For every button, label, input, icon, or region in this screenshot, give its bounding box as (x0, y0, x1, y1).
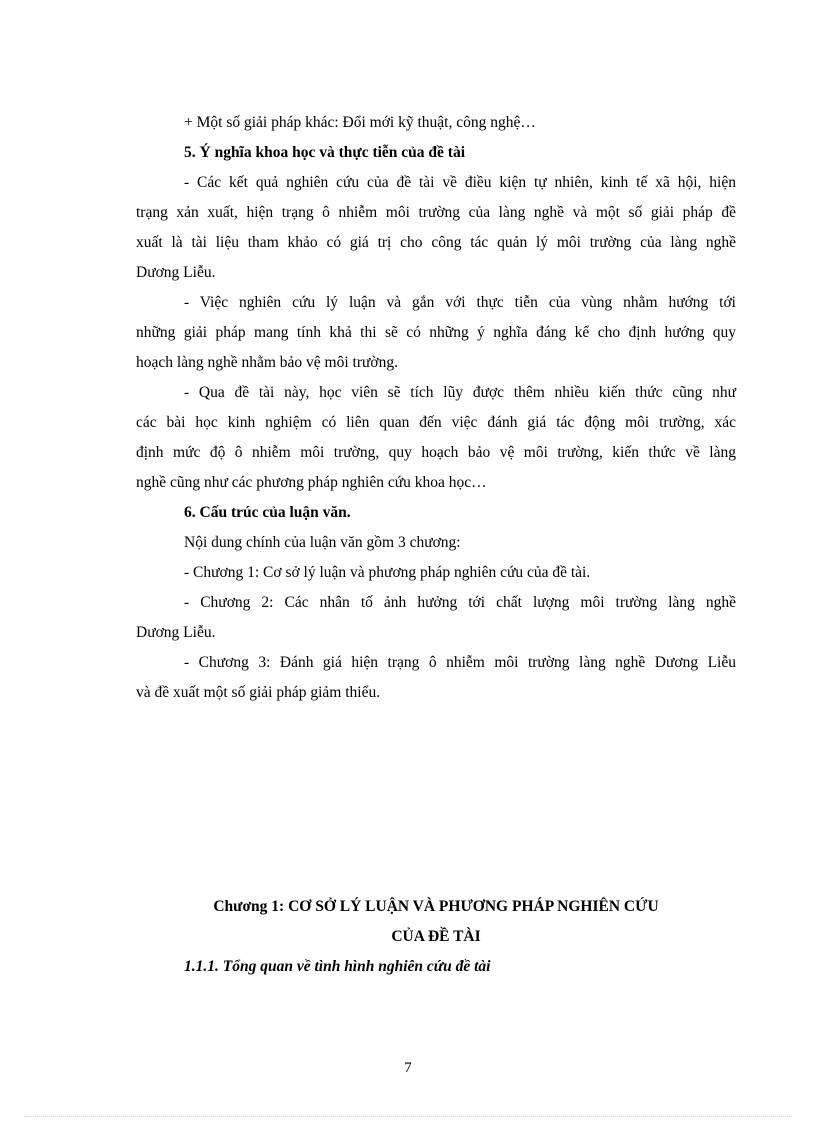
page-number: 7 (404, 1060, 412, 1076)
text-line: - Chương 1: Cơ sở lý luận và phương pháp nghiên cứu của đề tài. (184, 564, 591, 581)
text-line: - Chương 2: Các nhân tố ảnh hưởng tới chất lượng môi trường làng nghề (184, 594, 736, 611)
text-line: trạng xản xuất, hiện trạng ô nhiễm môi trường của làng nghề và một số giải pháp đề (136, 204, 736, 221)
section-heading-5: 5. Ý nghĩa khoa học và thực tiễn của đề tài (184, 144, 466, 161)
text-line: Nội dung chính của luận văn gồm 3 chương: (184, 534, 461, 551)
text-line: xuất là tài liệu tham khảo có giá trị cho công tác quản lý môi trường của làng nghề (136, 234, 736, 251)
text-line: các bài học kinh nghiệm có liên quan đến việc đánh giá tác động môi trường, xác (136, 414, 736, 431)
text-line: - Qua đề tài này, học viên sẽ tích lũy được thêm nhiều kiến thức cũng như (184, 384, 736, 401)
section-heading-6: 6. Cấu trúc của luận văn. (184, 504, 351, 521)
text-line: - Việc nghiên cứu lý luận và gắn với thực tiễn của vùng nhằm hướng tới (184, 294, 736, 311)
text-line: Dương Liễu. (136, 624, 216, 641)
text-line: nghề cũng như các phương pháp nghiên cứu khoa học… (136, 474, 487, 491)
text-line: hoạch làng nghề nhằm bảo vệ môi trường. (136, 354, 398, 371)
text-line: định mức độ ô nhiễm môi trường, quy hoạch bảo vệ môi trường, kiến thức về làng (136, 444, 736, 461)
text-line: những giải pháp mang tính khả thi sẽ có những ý nghĩa đáng kể cho định hướng quy (136, 324, 736, 341)
text-line: + Một số giải pháp khác: Đổi mới kỹ thuật, công nghệ… (184, 114, 536, 131)
text-line: và đề xuất một số giải pháp giảm thiểu. (136, 684, 381, 701)
chapter-title-line-2: CỦA ĐỀ TÀI (391, 928, 481, 945)
text-line: - Chương 3: Đánh giá hiện trạng ô nhiễm môi trường làng nghề Dương Liễu (184, 654, 736, 671)
text-line: Dương Liễu. (136, 264, 216, 281)
text-line: - Các kết quả nghiên cứu của đề tài về điều kiện tự nhiên, kinh tế xã hội, hiện (184, 174, 736, 191)
page-bottom-rule (24, 1116, 792, 1117)
subsection-heading: 1.1.1. Tổng quan về tình hình nghiên cứu đề tài (184, 958, 491, 975)
chapter-title-line-1: Chương 1: CƠ SỞ LÝ LUẬN VÀ PHƯƠNG PHÁP NGHIÊN CỨU (213, 898, 659, 915)
